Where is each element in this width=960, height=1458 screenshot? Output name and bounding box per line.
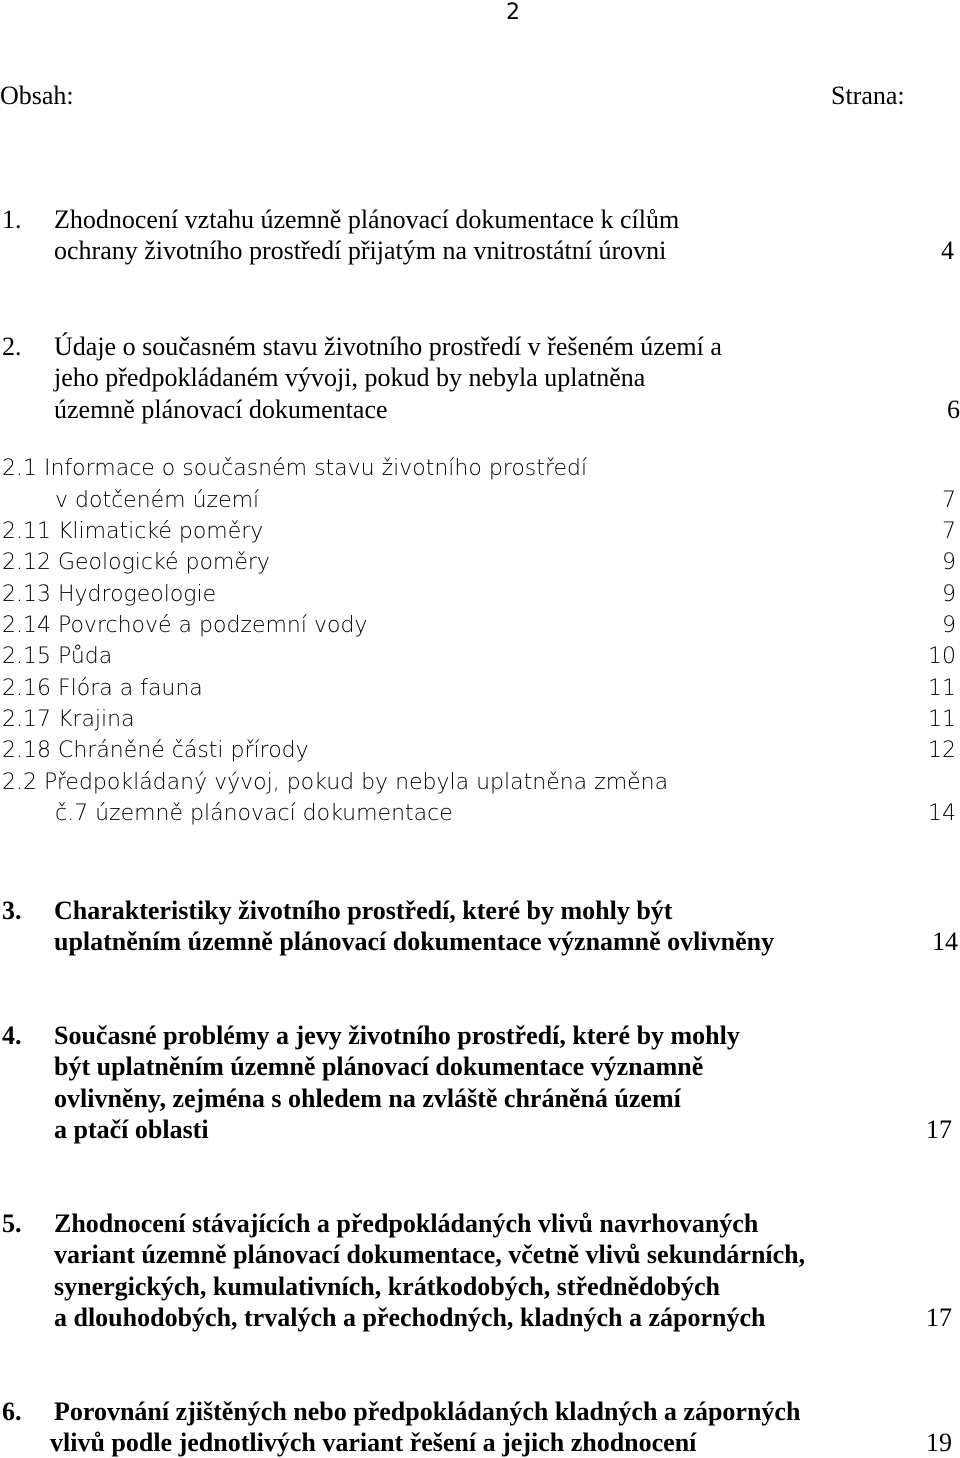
subsection-page-number: 11 [928,707,956,732]
subsection-title: 2.16 Flóra a fauna [2,676,203,701]
section-title-line: Porovnání zjištěných nebo předpokládaných kladných a záporných [54,1397,801,1426]
section-title-line: a ptačí oblasti [54,1115,209,1144]
section-title-line: územně plánovací dokumentace [54,395,388,424]
section-title-line: Zhodnocení stávajících a předpokládaných vlivů navrhovaných [54,1209,759,1238]
section-title-line: Údaje o současném stavu životního prostředí v řešeném území a [54,332,722,361]
section-number: 4. [2,1021,22,1050]
section-page-number: 19 [926,1428,952,1457]
section-page-number: 4 [941,236,954,265]
subsection-title: 2.15 Půda [2,644,113,669]
section-number: 6. [2,1397,22,1426]
section-page-number: 17 [926,1115,952,1144]
subsection-title: 2.11 Klimatické poměry [2,519,264,544]
subsection-title-line: 2.1 Informace o současném stavu životního prostředí [2,456,588,481]
subsection-page-number: 7 [942,488,956,513]
subsection-page-number: 9 [942,582,956,607]
section-title-line: ovlivněny, zejména s ohledem na zvláště chráněná území [54,1084,681,1113]
subsection-title: 2.12 Geologické poměry [2,550,270,575]
section-number: 3. [2,896,22,925]
subsection-title: 2.13 Hydrogeologie [2,582,217,607]
subsection-page-number: 9 [942,613,956,638]
subsection-title-line: v dotčeném území [55,488,260,513]
section-title-line: vlivů podle jednotlivých variant řešení a jejich zhodnocení [50,1428,697,1457]
section-title-line: synergických, kumulativních, krátkodobých, střednědobých [54,1272,720,1301]
section-title-line: ochrany životního prostředí přijatým na vnitrostátní úrovni [54,236,667,265]
section-title-line: jeho předpokládaném vývoji, pokud by nebyla uplatněna [54,363,646,392]
subsection-page-number: 14 [928,801,956,826]
section-title-line: Zhodnocení vztahu územně plánovací dokumentace k cílům [54,205,680,234]
section-title-line: a dlouhodobých, trvalých a přechodných, kladných a záporných [54,1303,766,1332]
subsection-title: 2.14 Povrchové a podzemní vody [2,613,368,638]
subsection-title: 2.17 Krajina [2,707,135,732]
page-number: 2 [506,0,520,25]
subsection-page-number: 11 [928,676,956,701]
section-number: 2. [2,332,22,361]
section-page-number: 17 [926,1303,952,1332]
section-page-number: 14 [932,927,958,956]
page-column-heading: Strana: [831,81,905,110]
section-title-line: uplatněním územně plánovací dokumentace významně ovlivněny [54,927,775,956]
section-title-line: Charakteristiky životního prostředí, které by mohly být [54,896,673,925]
section-number: 1. [2,205,22,234]
subsection-title-line: č.7 územně plánovací dokumentace [55,801,453,826]
subsection-page-number: 10 [928,644,956,669]
subsection-page-number: 12 [928,738,956,763]
section-page-number: 6 [947,395,960,424]
subsection-title: 2.18 Chráněné části přírody [2,738,309,763]
subsection-page-number: 9 [942,550,956,575]
section-title-line: Současné problémy a jevy životního prostředí, které by mohly [54,1021,740,1050]
section-title-line: být uplatněním územně plánovací dokumentace významně [54,1052,704,1081]
section-number: 5. [2,1209,22,1238]
subsection-title-line: 2.2 Předpokládaný vývoj, pokud by nebyla uplatněna změna [2,770,669,795]
subsection-page-number: 7 [942,519,956,544]
section-title-line: variant územně plánovací dokumentace, včetně vlivů sekundárních, [54,1240,806,1269]
contents-heading: Obsah: [0,81,74,110]
